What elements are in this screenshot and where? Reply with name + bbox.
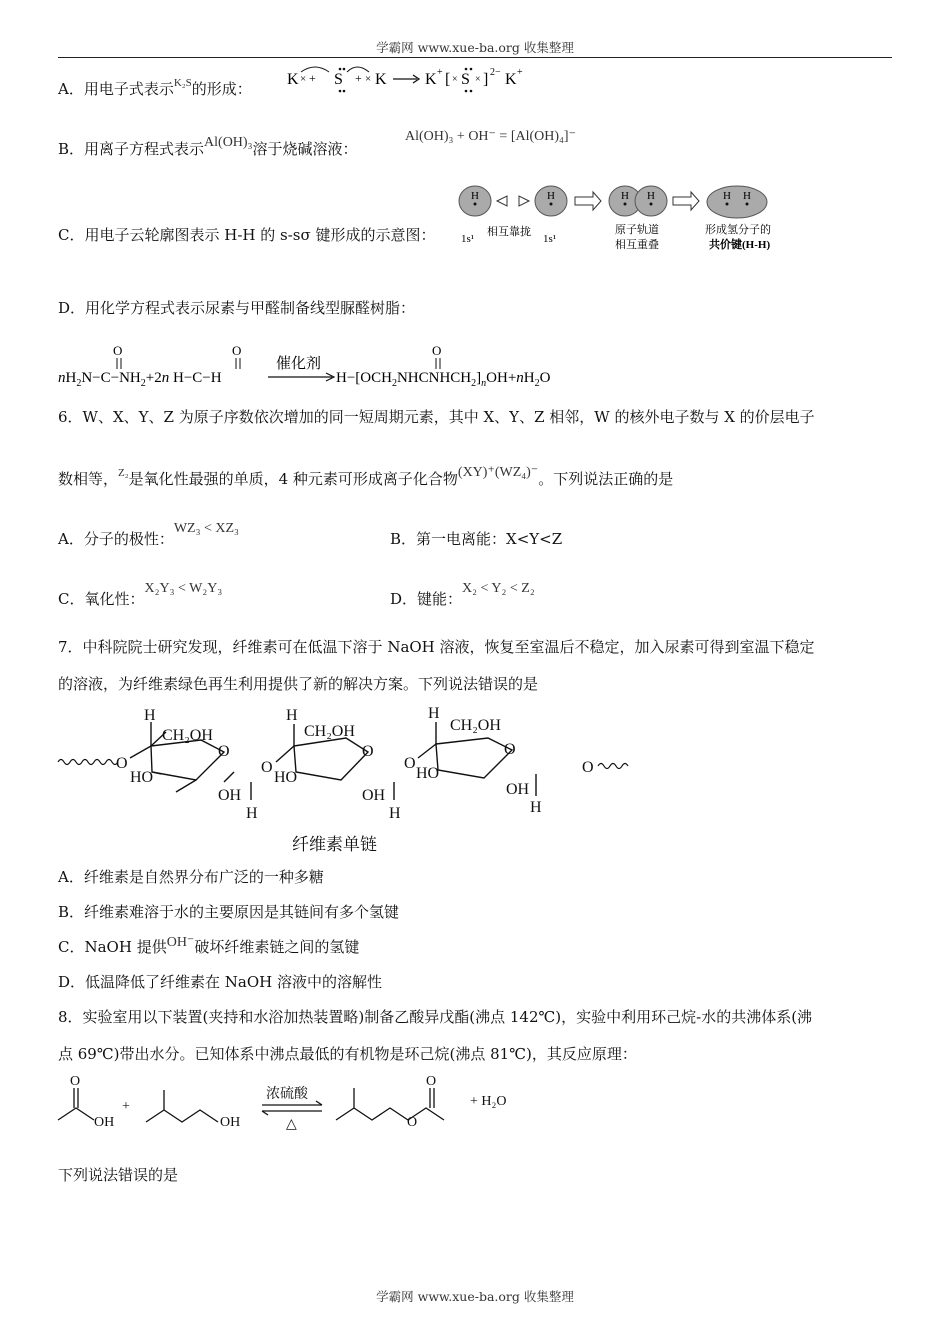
q6-a-text: A．分子的极性： <box>58 530 174 548</box>
svg-text:HO: HO <box>130 769 154 786</box>
q5-b-text-post: 溶于烧碱溶液： <box>252 140 358 158</box>
q6-stem-line1: 6．W、X、Y、Z 为原子序数依次增加的同一短周期元素，其中 X、Y、Z 相邻，W 的核外电子数与 X 的价层电子 <box>58 408 815 426</box>
svg-text:OH: OH <box>506 781 530 798</box>
q6-compound: (XY)⁺(WZ₄)⁻ <box>457 465 539 480</box>
q5-option-b <box>58 135 358 159</box>
svg-text:S: S <box>461 71 470 88</box>
q6-option-a <box>58 521 239 549</box>
q6-option-b: B．第一电离能：X<Y<Z <box>390 530 563 548</box>
svg-text:H: H <box>389 805 401 822</box>
q6-d-formula: X₂ < Y₂ < Z₂ <box>462 581 535 596</box>
q8-stem-line1: 8．实验室用以下装置(夹持和水浴加热装置略)制备乙酸异戊酯(沸点 142℃)，实验中利用环己烷-水的共沸体系(沸 <box>58 1008 813 1026</box>
svg-text:O: O <box>582 759 594 776</box>
q5-option-d: D．用化学方程式表示尿素与甲醛制备线型脲醛树脂： <box>58 299 416 317</box>
q5-option-a <box>58 78 252 99</box>
svg-text:+: + <box>309 71 316 85</box>
cellulose-chain-structure <box>56 700 636 825</box>
q7-figure-caption: 纤维素单链 <box>292 835 377 855</box>
label-form-1: 形成氢分子的 <box>705 224 771 236</box>
svg-text:nH2N−C−NH2+2n H−C−H: $nH_2N-C-NH_2+2n$ H−C−H <box>58 370 222 389</box>
plus-sign: + <box>122 1099 130 1114</box>
water-product: + H₂O <box>470 1094 507 1109</box>
h-label-3: H <box>621 190 629 202</box>
svg-text:CH₂OH: CH₂OH <box>450 717 501 734</box>
h-label-4: H <box>647 190 655 202</box>
svg-text:×: × <box>300 73 307 85</box>
header-divider <box>58 57 892 58</box>
svg-text:O: O <box>362 743 374 760</box>
urea-formaldehyde-equation <box>56 338 616 390</box>
svg-text:CH₂OH: CH₂OH <box>304 723 355 740</box>
svg-text:O: O <box>218 743 230 760</box>
q7-option-a: A．纤维素是自然界分布广泛的一种多糖 <box>58 868 324 886</box>
svg-text:O: O <box>432 343 442 358</box>
svg-text:+: + <box>517 67 523 78</box>
svg-text:O: O <box>426 1074 437 1089</box>
h-label-5: H <box>723 190 731 202</box>
svg-text:×: × <box>475 74 481 85</box>
svg-text:2−: 2− <box>490 67 501 78</box>
page-header: 学霸网 www.xue-ba.org 收集整理 <box>376 40 574 55</box>
q6-stem-b: 是氧化性最强的单质，4 种元素可形成离子化合物 <box>128 470 458 488</box>
q6-z2: Z₂ <box>118 467 129 479</box>
q6-option-d <box>390 581 535 609</box>
svg-text:+: + <box>355 71 362 85</box>
svg-text:H−[OCH2NHCNHCH2]nOH+nH2O: $H-[OCH_2NHCNHCH_2]_nOH+nH_2O$ <box>336 370 551 389</box>
label-form-2: 共价键(H-H) <box>709 239 771 251</box>
label-approach: 相互靠拢 <box>487 226 531 238</box>
label-overlap-1: 原子轨道 <box>615 224 659 236</box>
q8-stem-line2: 点 69℃)带出水分。已知体系中沸点最低的有机物是环己烷(沸点 81℃)，其反应原理： <box>58 1045 637 1063</box>
svg-text:K: K <box>505 71 517 88</box>
svg-text:O: O <box>116 755 128 772</box>
svg-text:H: H <box>144 707 156 724</box>
svg-text:H: H <box>286 707 298 724</box>
heat-symbol: △ <box>286 1117 297 1132</box>
orbital-1s-2: 1s¹ <box>543 233 557 245</box>
svg-text:K: K <box>375 71 387 88</box>
q6-c-text: C．氧化性： <box>58 590 145 608</box>
svg-text:×: × <box>365 73 372 85</box>
svg-text:]: ] <box>483 71 489 88</box>
svg-text:HO: HO <box>274 769 298 786</box>
q6-stem-line2 <box>58 465 674 489</box>
svg-text:OH: OH <box>362 787 386 804</box>
q5-a-text: A．用电子式表示 <box>58 80 174 98</box>
q6-a-formula: WZ₃ < XZ₃ <box>173 521 239 536</box>
svg-text:HO: HO <box>416 765 440 782</box>
label-overlap-2: 相互重叠 <box>615 239 659 251</box>
q6-stem-c: 。下列说法正确的是 <box>538 470 674 488</box>
svg-text:H: H <box>246 805 258 822</box>
q6-c-formula: X₂Y₃ < W₂Y₃ <box>144 581 223 596</box>
svg-text:OH: OH <box>220 1115 241 1130</box>
q5-b-text: B．用离子方程式表示 <box>58 140 205 158</box>
q7-stem-line1: 7．中科院院士研究发现，纤维素可在低温下溶于 NaOH 溶液，恢复至室温后不稳定，加入尿素可得到室温下稳定 <box>58 638 815 656</box>
svg-text:O: O <box>404 755 416 772</box>
svg-text:S: S <box>334 71 343 88</box>
q7-option-d: D．低温降低了纤维素在 NaOH 溶液中的溶解性 <box>58 973 383 991</box>
svg-text:+: + <box>437 67 443 78</box>
h-label-6: H <box>743 190 751 202</box>
q7-stem-line2: 的溶液，为纤维素绿色再生利用提供了新的解决方案。下列说法错误的是 <box>58 675 539 693</box>
svg-text:[: [ <box>445 71 451 88</box>
svg-text:CH₂OH: CH₂OH <box>162 727 213 744</box>
q6-stem-a: 数相等， <box>58 470 119 488</box>
q6-d-text: D．键能： <box>390 590 463 608</box>
q7-c-text-a: C．NaOH 提供 <box>58 938 167 956</box>
svg-text:O: O <box>70 1074 81 1089</box>
svg-text:O: O <box>113 343 123 358</box>
orbital-1s-1: 1s¹ <box>461 233 475 245</box>
page-footer: 学霸网 www.xue-ba.org 收集整理 <box>376 1289 574 1304</box>
svg-text:O: O <box>261 759 273 776</box>
q5-b-equation: Al(OH)₃ + OH⁻ = [Al(OH)₄]⁻ <box>405 129 576 144</box>
q7-option-b: B．纤维素难溶于水的主要原因是其链间有多个氢键 <box>58 903 400 921</box>
q7-c-oh: OH⁻ <box>166 935 195 950</box>
q5-a-text-post: 的形成： <box>191 80 252 98</box>
q5-option-c: C．用电子云轮廓图表示 H-H 的 s-sσ 键形成的示意图： <box>58 226 436 244</box>
svg-text:O: O <box>504 741 516 758</box>
svg-text:O: O <box>232 343 242 358</box>
svg-text:OH: OH <box>94 1115 115 1130</box>
k2s-electron-formation-figure <box>285 64 535 96</box>
svg-text:K: K <box>287 71 299 88</box>
h2-orbital-overlap-figure <box>455 180 795 260</box>
q6-option-c <box>58 581 223 609</box>
svg-text:K: K <box>425 71 437 88</box>
svg-text:×: × <box>452 74 458 85</box>
h-label-1: H <box>471 190 479 202</box>
q5-a-formula: K₂S <box>173 77 192 89</box>
q7-c-text-b: 破坏纤维素链之间的氢键 <box>194 938 360 956</box>
reagent-label: 浓硫酸 <box>266 1087 308 1102</box>
h-label-2: H <box>547 190 555 202</box>
svg-text:O: O <box>407 1115 418 1130</box>
esterification-reaction-scheme <box>56 1072 526 1142</box>
q5-b-formula: Al(OH)₃ <box>204 135 253 150</box>
q7-option-c <box>58 936 359 957</box>
q8-question: 下列说法错误的是 <box>58 1166 179 1184</box>
catalyst-label: 催化剂 <box>276 356 322 372</box>
svg-text:H: H <box>428 705 440 722</box>
svg-text:OH: OH <box>218 787 242 804</box>
svg-text:H: H <box>530 799 542 816</box>
